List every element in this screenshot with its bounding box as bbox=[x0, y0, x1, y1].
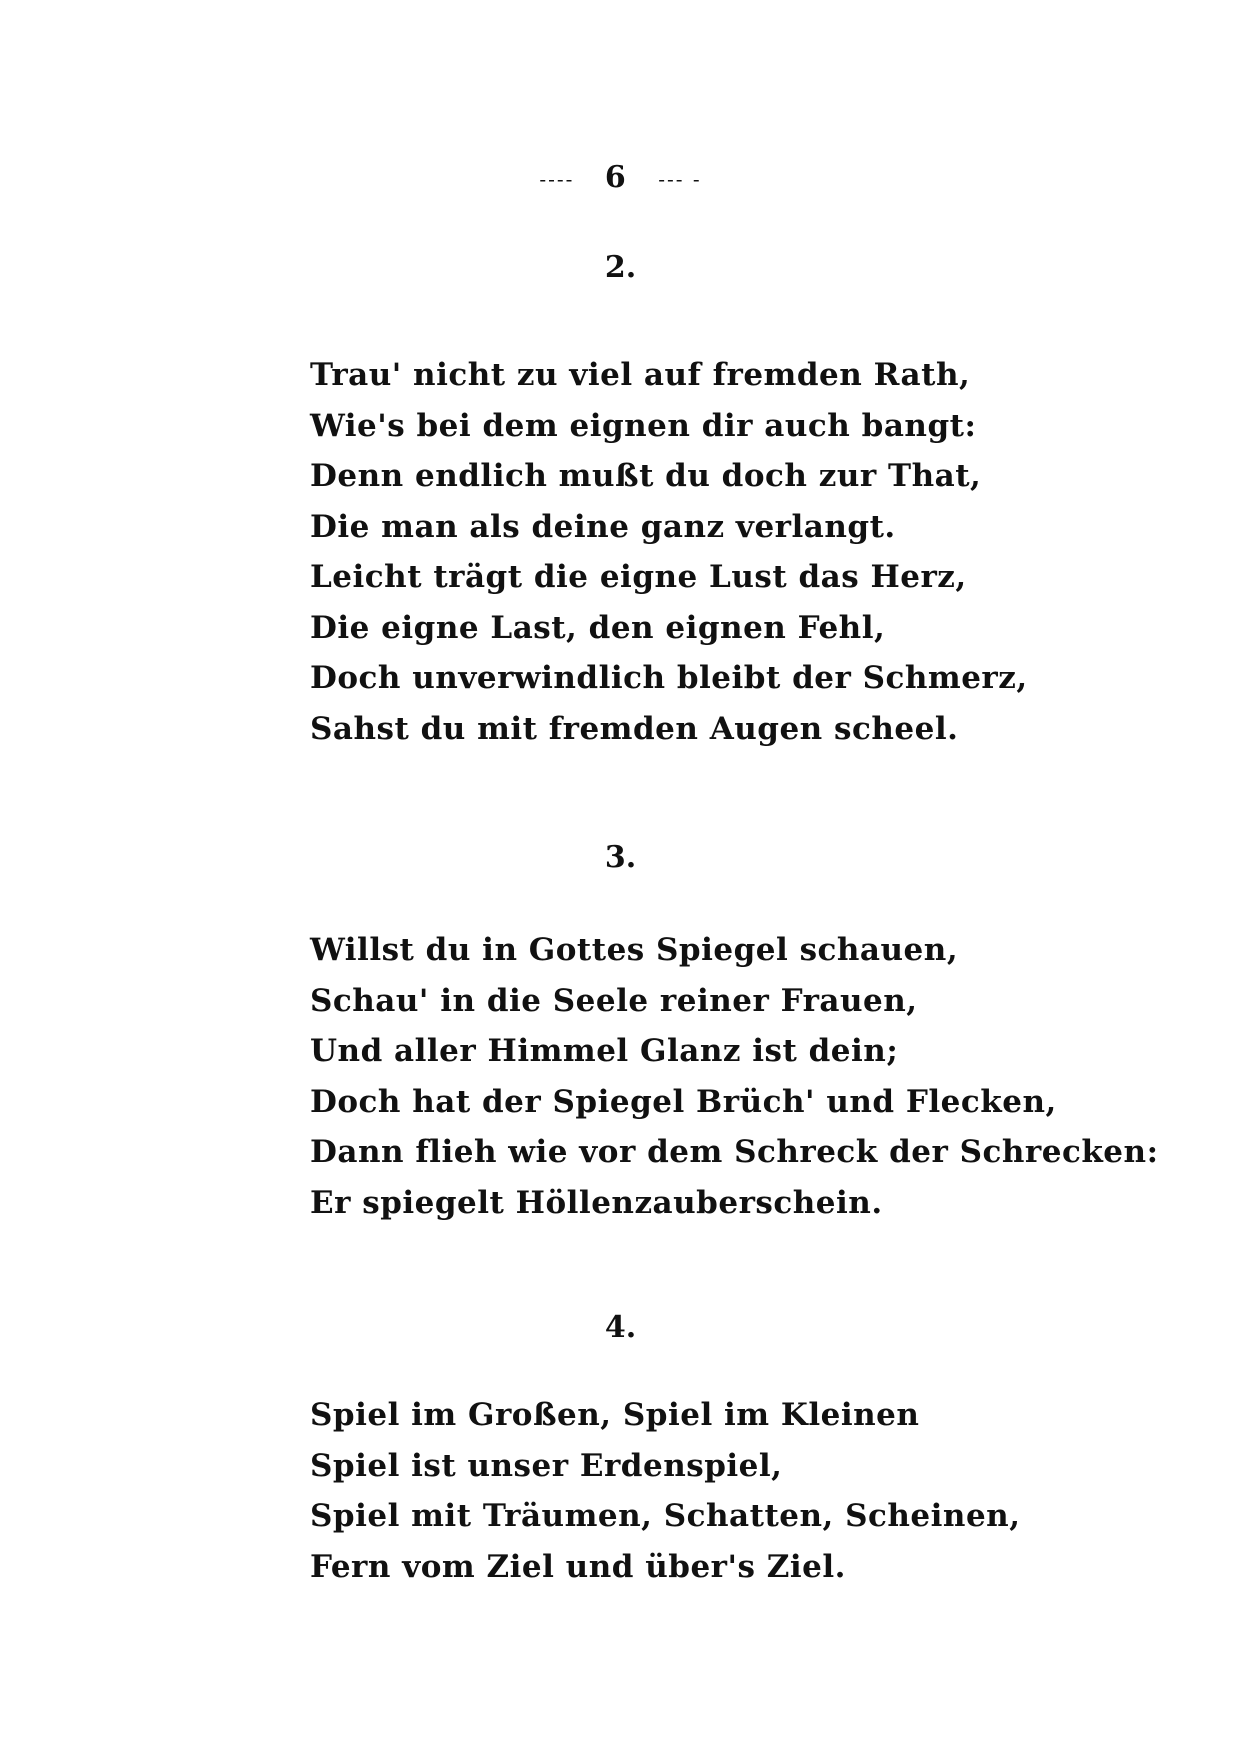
verse-line: Leicht trägt die eigne Lust das Herz, bbox=[310, 559, 967, 595]
verse-line: Denn endlich mußt du doch zur That, bbox=[310, 458, 982, 494]
page-number: 6 bbox=[604, 160, 628, 195]
verse-line: Spiel im Großen, Spiel im Kleinen bbox=[310, 1397, 920, 1433]
section-number-2: 2. bbox=[604, 250, 637, 285]
header-right-dash: --- - bbox=[658, 167, 702, 191]
header-left-dash: ---- bbox=[539, 167, 575, 191]
stanza-4 bbox=[310, 1390, 1210, 1592]
stanza-2 bbox=[310, 350, 1210, 754]
verse-line: Spiel ist unser Erdenspiel, bbox=[310, 1447, 783, 1484]
page-header bbox=[0, 160, 1241, 195]
verse-line: Die eigne Last, den eignen Fehl, bbox=[310, 609, 886, 646]
verse-line: Sahst du mit fremden Augen scheel. bbox=[310, 710, 959, 747]
verse-line: Willst du in Gottes Spiegel schauen, bbox=[310, 932, 959, 968]
section-number-4: 4. bbox=[604, 1310, 637, 1345]
verse-line: Er spiegelt Höllenzauberschein. bbox=[310, 1184, 883, 1221]
verse-line: Trau' nicht zu viel auf fremden Rath, bbox=[310, 357, 971, 393]
verse-line: Die man als deine ganz verlangt. bbox=[310, 508, 896, 545]
verse-line: Schau' in die Seele reiner Frauen, bbox=[310, 982, 918, 1019]
verse-line: Doch unverwindlich bleibt der Schmerz, bbox=[310, 660, 1028, 696]
verse-line: Fern vom Ziel und über's Ziel. bbox=[310, 1548, 846, 1585]
stanza-3 bbox=[310, 925, 1210, 1228]
verse-line: Wie's bei dem eignen dir auch bangt: bbox=[310, 407, 977, 444]
verse-line: Und aller Himmel Glanz ist dein; bbox=[310, 1033, 899, 1069]
section-number-3: 3. bbox=[604, 840, 637, 875]
verse-line: Doch hat der Spiegel Brüch' und Flecken, bbox=[310, 1083, 1057, 1120]
verse-line: Spiel mit Träumen, Schatten, Scheinen, bbox=[310, 1498, 1021, 1534]
verse-line: Dann flieh wie vor dem Schreck der Schrecken: bbox=[310, 1134, 1159, 1170]
